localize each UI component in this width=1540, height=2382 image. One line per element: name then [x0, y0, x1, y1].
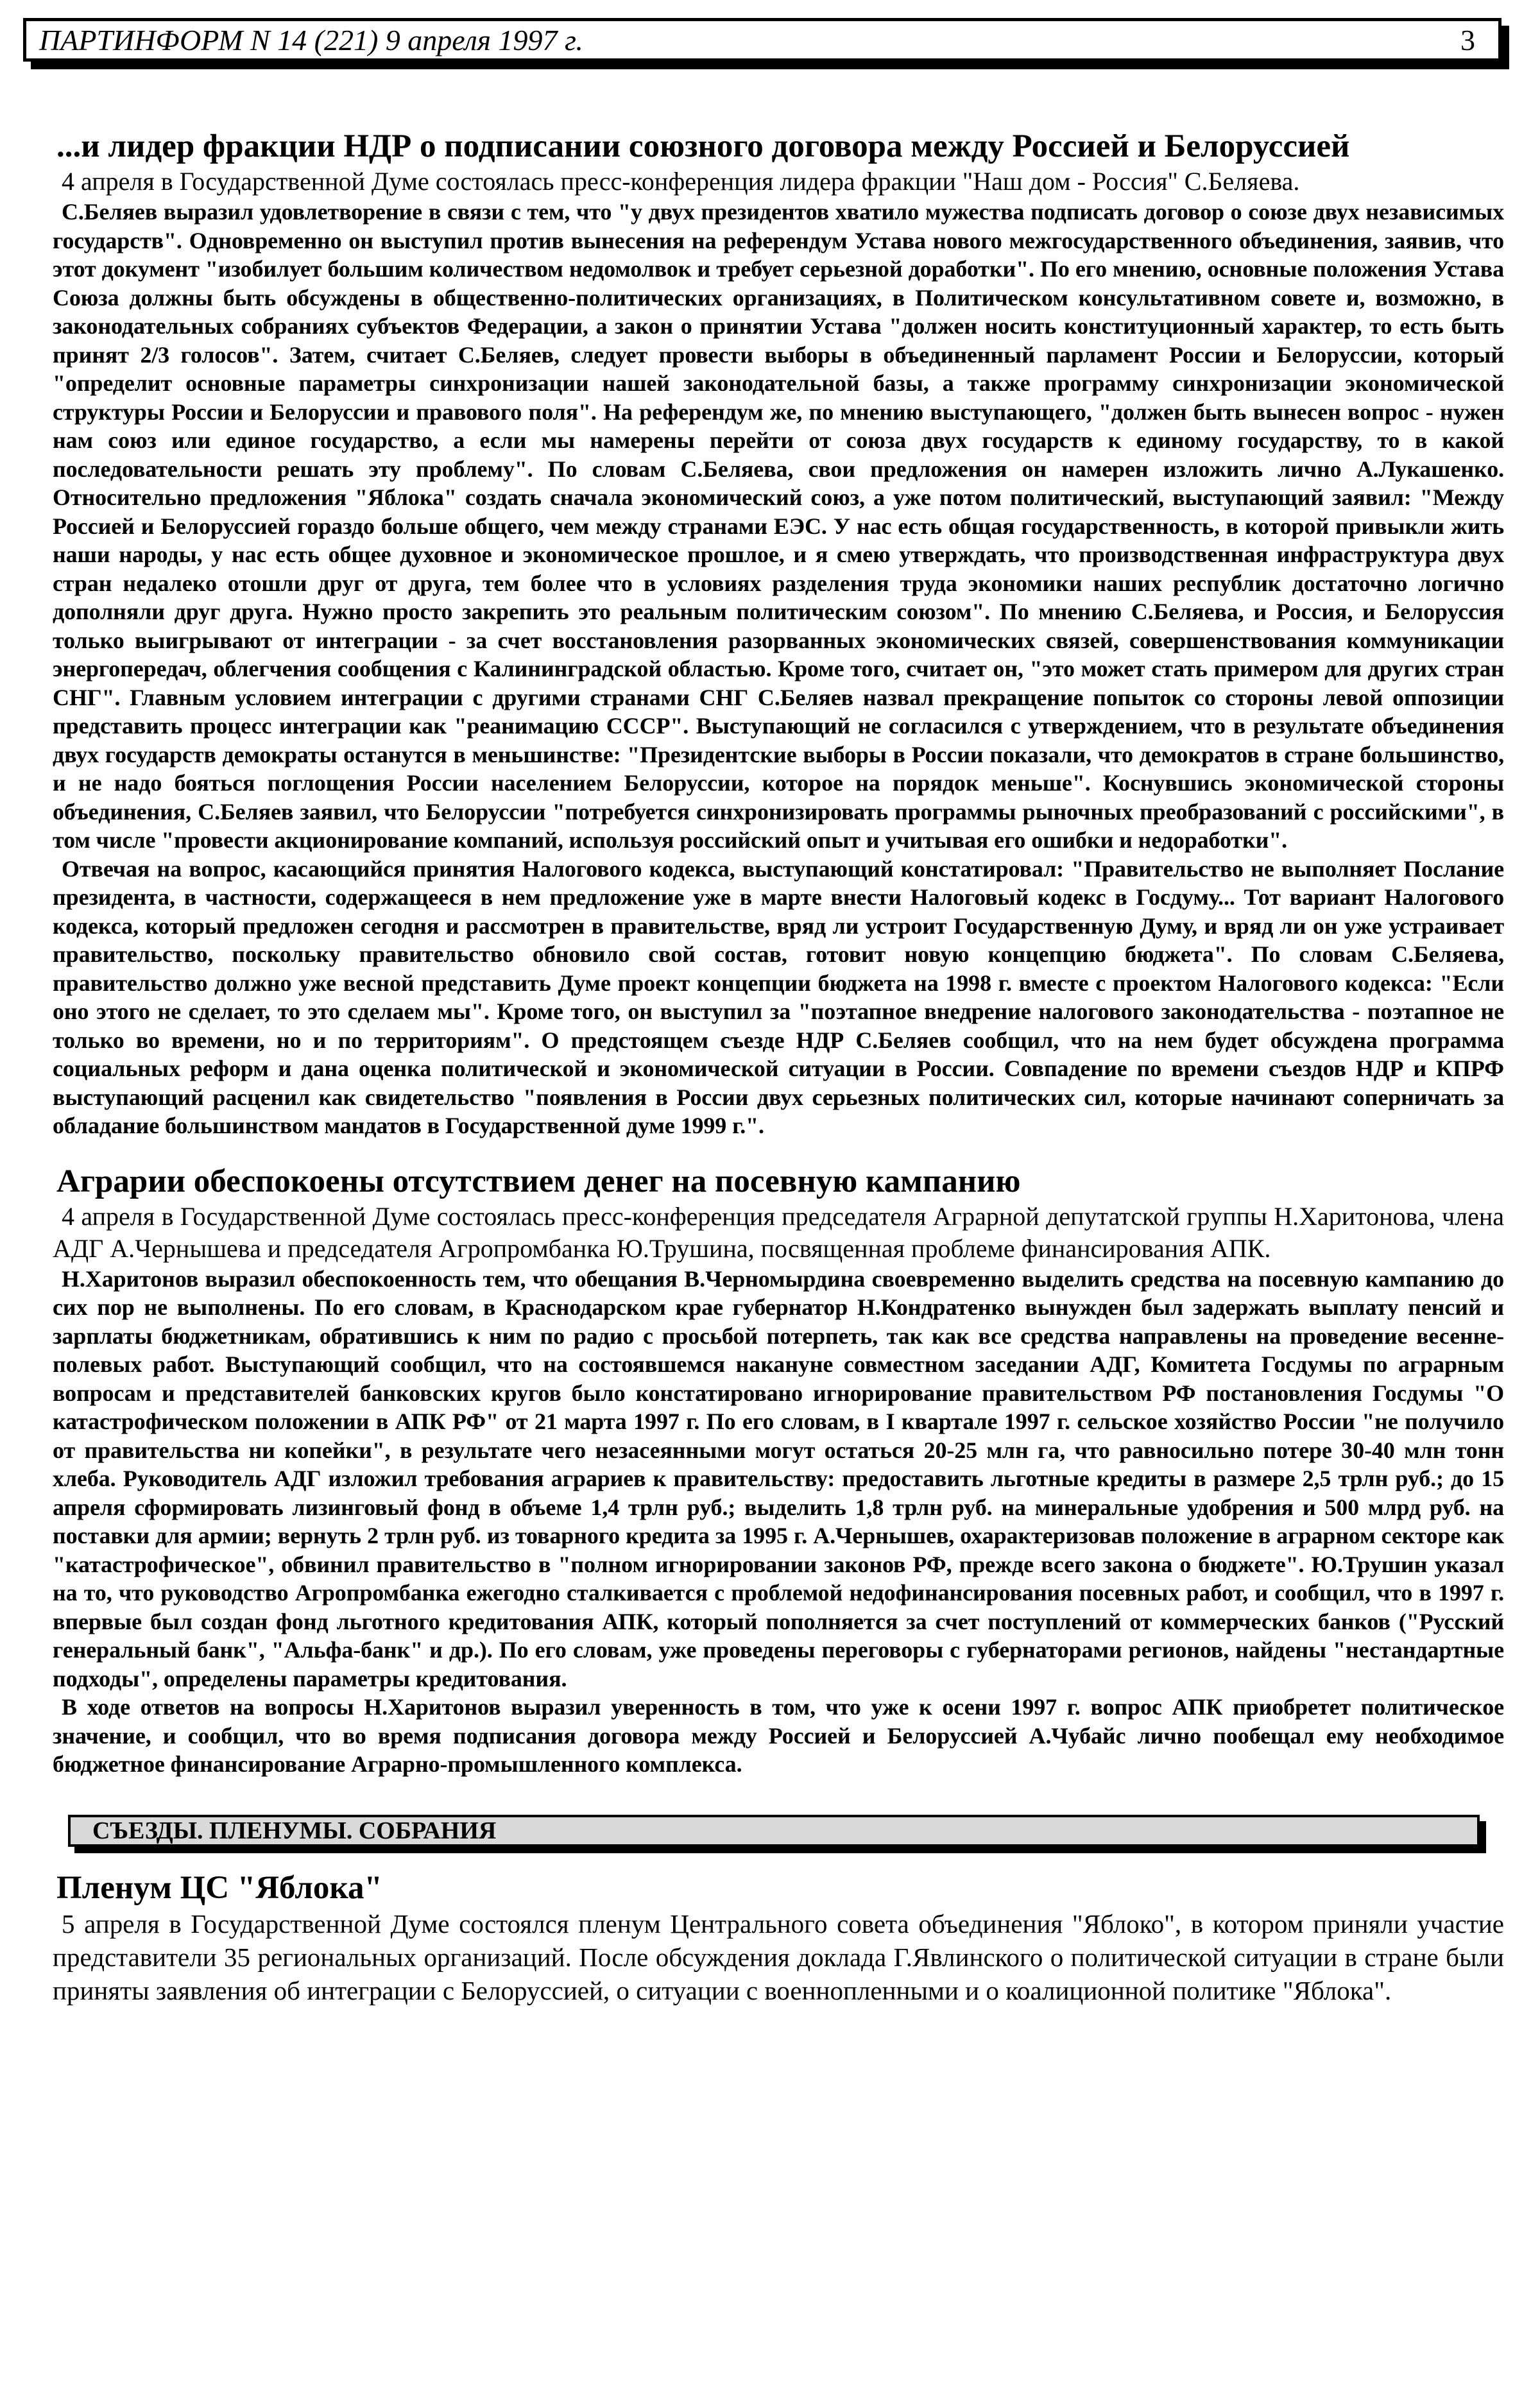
article-ndr [53, 127, 1504, 1140]
spacer [53, 1140, 1504, 1162]
spacer [53, 1779, 1504, 1815]
article-yabloko [53, 1869, 1504, 2007]
spacer [53, 1847, 1504, 1869]
article-paragraph: Н.Харитонов выразил обеспокоенность тем, что обещания В.Черномырдина своевременно выделить средства на посевную кампанию до сих пор не выполнены. По его словам, в Краснодарском крае губернатор Н.Кондратенко вынужден был задержать выплату пенсий и зарплаты бюджетникам, обратившись к ним по радио с просьбой потерпеть, так как все средства направлены на проведение весенне-полевых работ. Выступающий сообщил, что на состоявшемся накануне совместном заседании АДГ, Комитета Госдумы по аграрным вопросам и представителей банковских кругов было констатировано игнорирование правительством РФ постановления Госдумы "О катастрофическом положении в АПК РФ" от 21 марта 1997 г. По его словам, в I квартале 1997 г. сельское хозяйство России "не получило от правительства ни копейки", в результате чего незасеянными могут остаться 20-25 млн га, что равносильно потере 30-40 млн тонн хлеба. Руководитель АДГ изложил требования аграриев к правительству: предоставить льготные кредиты в размере 2,5 трлн руб.; до 15 апреля сформировать лизинговый фонд в объеме 1,4 трлн руб.; выделить 1,8 трлн руб. на минеральные удобрения и 500 млрд руб. на поставки для армии; вернуть 2 трлн руб. из товарного кредита за 1995 г. А.Чернышев, охарактеризовав положение в аграрном секторе как "катастрофическое", обвинил правительство в "полном игнорировании законов РФ, прежде всего закона о бюджете". Ю.Трушин указал на то, что руководство Агропромбанка ежегодно сталкивается с проблемой недофинансирования посевных работ, и сообщил, что в 1997 г. впервые был создан фонд льготного кредитования АПК, который пополняется за счет поступлений от коммерческих банков ("Русский генеральный банк", "Альфа-банк" и др.). По его словам, уже проведены переговоры с губернаторами регионов, найдены "нестандартные подходы", определены параметры кредитования. [53, 1265, 1504, 1692]
section-heading-bar [68, 1815, 1480, 1847]
article-paragraph: В ходе ответов на вопросы Н.Харитонов выразил уверенность в том, что уже к осени 1997 г. вопрос АПК приобретет политическое значение, и сообщил, что во время подписания договора между Россией и Белоруссией А.Чубайс лично пообещал ему необходимое бюджетное финансирование Аграрно-промышленного комплекса. [53, 1694, 1504, 1777]
page-number: 3 [1460, 23, 1475, 56]
article-title: ...и лидер фракции НДР о подписании союзного договора между Россией и Белоруссией [56, 128, 1350, 164]
article-paragraph: С.Беляев выразил удовлетворение в связи с тем, что "у двух президентов хватило мужества подписать договор о союзе двух независимых государств". Одновременно он выступил против вынесения на референдум Устава нового межгосударственного объединения, заявив, что этот документ "изобилует большим количеством недомолвок и требует серьезной доработки". По его мнению, основные положения Устава Союза должны быть обсуждены в общественно-политических организациях, в Политическом консультативном совете и, возможно, в законодательных собраниях субъектов Федерации, а закон о принятии Устава "должен носить конституционный характер, то есть быть принят 2/3 голосов". Затем, считает С.Беляев, следует провести выборы в объединенный парламент России и Белоруссии, который "определит основные параметры синхронизации нашей законодательной базы, а также программу синхронизации экономической структуры России и Белоруссии и правового поля". На референдум же, по мнению выступающего, "должен быть вынесен вопрос - нужен нам союз или единое государство, а если мы намерены перейти от союза двух государств к единому государству, то в какой последовательности решать эту проблему". По словам С.Беляева, свои предложения он намерен изложить лично А.Лукашенко. Относительно предложения "Яблока" создать сначала экономический союз, а уже потом политический, выступающий заявил: "Между Россией и Белоруссией гораздо больше общего, чем между странами ЕЭС. У нас есть общая государственность, в которой привыкли жить наши народы, у нас есть общее духовное и экономическое прошлое, и я смею утверждать, что производственная инфраструктура двух стран недалеко отошли друг от друга, тем более что в условиях разделения труда экономики наших республик достаточно логично дополняли друг друга. Нужно просто закрепить это реальным политическим союзом". По мнению С.Беляева, и Россия, и Белоруссия только выигрывают от интеграции - за счет восстановления разорванных экономических связей, совершенствования коммуникации энергопередач, облегчения сообщения с Калининградской областью. Кроме того, считает он, "это может стать примером для других стран СНГ". Главным условием интеграции с другими странами СНГ С.Беляев назвал прекращение попыток со стороны левой оппозиции представить процесс интеграции как "реанимацию СССР". Выступающий не согласился с утверждением, что в результате объединения двух государств демократы останутся в меньшинстве: "Президентские выборы в России показали, что демократов в стране большинство, и не надо бояться поглощения России населением Белоруссии, которое на порядок меньше". Коснувшись экономической стороны объединения, С.Беляев заявил, что Белоруссии "потребуется синхронизировать программы рыночных преобразований с российскими", в том числе "провести акционирование компаний, используя российский опыт и учитывая его ошибки и недоработки". [53, 199, 1504, 853]
page-content [53, 127, 1504, 2007]
article-paragraph: Отвечая на вопрос, касающийся принятия Налогового кодекса, выступающий констатировал: "Правительство не выполняет Послание президента, в частности, содержащееся в нем предложение уже в марте внести Налоговый кодекс в Госдуму... Тот вариант Налогового кодекса, который предложен сегодня и рассмотрен в правительстве, вряд ли устроит Государственную Думу, и вряд ли он уже устраивает правительство, поскольку правительство обновило свой состав, готовит новую концепцию бюджета". По словам С.Беляева, правительство должно уже весной представить Думе проект концепции бюджета на 1998 г. вместе с проектом Налогового кодекса: "Если оно этого не сделает, то это сделаем мы". Кроме того, он выступил за "поэтапное внедрение налогового законодательства - поэтапное не только во времени, но и по территориям". О предстоящем съезде НДР С.Беляев сообщил, что на нем будет обсуждена программа социальных реформ и дана оценка политической и экономической ситуации в России. Совпадение по времени съездов НДР и КПРФ выступающий расценил как свидетельство "появления в России двух серьезных политических сил, которые начинают соперничать за обладание большинством мандатов в Государственной думе 1999 г.". [53, 855, 1504, 1138]
article-lede: 4 апреля в Государственной Думе состоялась пресс-конференция лидера фракции "Наш дом - Россия" С.Беляева. [62, 167, 1300, 196]
article-title: Аграрии обеспокоены отсутствием денег на посевную кампанию [56, 1163, 1021, 1199]
article-title: Пленум ЦС "Яблока" [56, 1869, 382, 1906]
article-lede: 4 апреля в Государственной Думе состоялась пресс-конференция председателя Аграрной депутатской группы Н.Харитонова, члена АДГ А.Чернышева и председателя Агропромбанка Ю.Трушина, посвященная проблеме финансирования АПК. [53, 1201, 1504, 1263]
article-agrarians [53, 1162, 1504, 1779]
section-heading: СЪЕЗДЫ. ПЛЕНУМЫ. СОБРАНИЯ [92, 1817, 497, 1844]
article-lede: 5 апреля в Государственной Думе состоялся пленум Центрального совета объединения "Яблоко", в котором приняли участие представители 35 региональных организаций. После обсуждения доклада Г.Явлинского о политической ситуации в стране были приняты заявления об интеграции с Белоруссией, о ситуации с военнопленными и о коалиционной политике "Яблока". [53, 1908, 1504, 2005]
publication-title: ПАРТИНФОРМ N 14 (221) 9 апреля 1997 г. [39, 23, 583, 56]
page-header [23, 18, 1502, 62]
